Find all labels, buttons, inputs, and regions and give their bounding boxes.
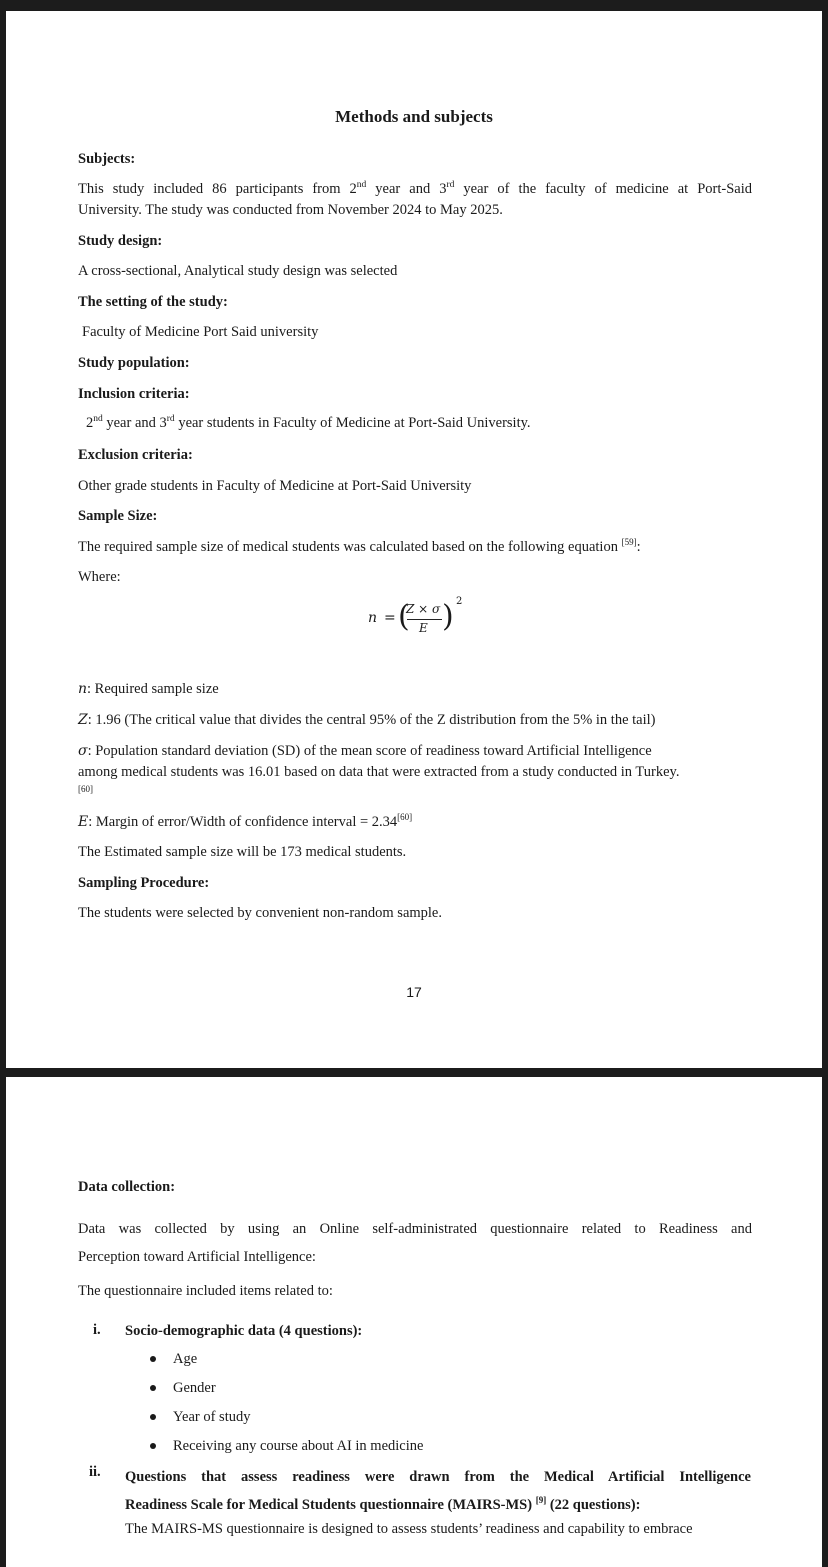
items-intro: The questionnaire included items related to: bbox=[78, 1283, 333, 1299]
study-design-text: A cross-sectional, Analytical study design was selected bbox=[78, 263, 398, 279]
e-definition: E: Margin of error/Width of confidence interval = 2.34[60] bbox=[78, 812, 413, 830]
inclusion-heading: Inclusion criteria: bbox=[78, 386, 190, 402]
bullet-dot bbox=[150, 1356, 156, 1362]
list-item: Year of study bbox=[173, 1409, 251, 1425]
page-title: Methods and subjects bbox=[335, 107, 493, 126]
page-number: 17 bbox=[406, 984, 422, 1000]
sigma-definition: σ: Population standard deviation (SD) of the mean score of readiness toward Artificial Intelligence bbox=[78, 743, 652, 759]
sampling-text: The students were selected by convenient non-random sample. bbox=[78, 905, 442, 921]
z-definition: Z: 1.96 (The critical value that divides the central 95% of the Z distribution from the 5% in the tail) bbox=[78, 712, 656, 728]
exclusion-heading: Exclusion criteria: bbox=[78, 447, 193, 463]
exclusion-text: Other grade students in Faculty of Medicine at Port-Said University bbox=[78, 478, 472, 494]
sigma-reference: [60] bbox=[78, 784, 93, 794]
readiness-title: Questions that assess readiness were drawn from the Medical Artificial Intelligence Readiness Scale for Medical Students questionnaire (MAIRS-MS) [9] (22 questions): bbox=[125, 1469, 751, 1513]
setting-text: Faculty of Medicine Port Said university bbox=[82, 324, 319, 340]
inclusion-text: 2nd year and 3rd year students in Faculty of Medicine at Port-Said University. bbox=[86, 414, 531, 431]
list-item: Receiving any course about AI in medicine bbox=[173, 1438, 424, 1454]
bullet-dot bbox=[150, 1443, 156, 1449]
n-definition: n: Required sample size bbox=[78, 681, 219, 697]
document-page-18 bbox=[6, 1077, 822, 1567]
data-collection-heading: Data collection: bbox=[78, 1179, 176, 1195]
estimated-sample: The Estimated sample size will be 173 medical students. bbox=[78, 844, 407, 860]
sample-size-equation: n = ( Z × σ E ) 2 bbox=[368, 596, 463, 635]
subjects-heading: Subjects: bbox=[78, 151, 136, 167]
mairs-description: The MAIRS-MS questionnaire is designed to assess students’ readiness and capability to embrace bbox=[125, 1521, 693, 1537]
bullet-dot bbox=[150, 1414, 156, 1420]
list-numeral-ii: ii. bbox=[89, 1464, 101, 1480]
subjects-paragraph: This study included 86 participants from 2nd year and 3rd year of the faculty of medicine at Port-Said University. The study was conducted from November 2024 to May 2025. bbox=[78, 180, 752, 218]
list-item: Age bbox=[173, 1351, 198, 1367]
document-page-17 bbox=[6, 11, 822, 1068]
sample-size-text: The required sample size of medical students was calculated based on the following equation [59]: bbox=[78, 537, 641, 555]
sampling-heading: Sampling Procedure: bbox=[78, 875, 210, 891]
data-collection-paragraph: Data was collected by using an Online self-administrated questionnaire related to Readiness and Perception toward Artificial Intelligence: bbox=[78, 1221, 752, 1265]
setting-heading: The setting of the study: bbox=[78, 294, 228, 310]
bullet-dot bbox=[150, 1385, 156, 1391]
study-design-heading: Study design: bbox=[78, 233, 163, 249]
sigma-definition-cont: among medical students was 16.01 based on data that were extracted from a study conducted in Turkey. bbox=[78, 764, 680, 780]
where-label: Where: bbox=[78, 569, 121, 585]
sample-size-heading: Sample Size: bbox=[78, 508, 158, 524]
socio-demographic-title: Socio-demographic data (4 questions): bbox=[125, 1323, 363, 1339]
list-numeral-i: i. bbox=[93, 1322, 101, 1338]
list-item: Gender bbox=[173, 1380, 216, 1396]
study-population-heading: Study population: bbox=[78, 355, 190, 371]
